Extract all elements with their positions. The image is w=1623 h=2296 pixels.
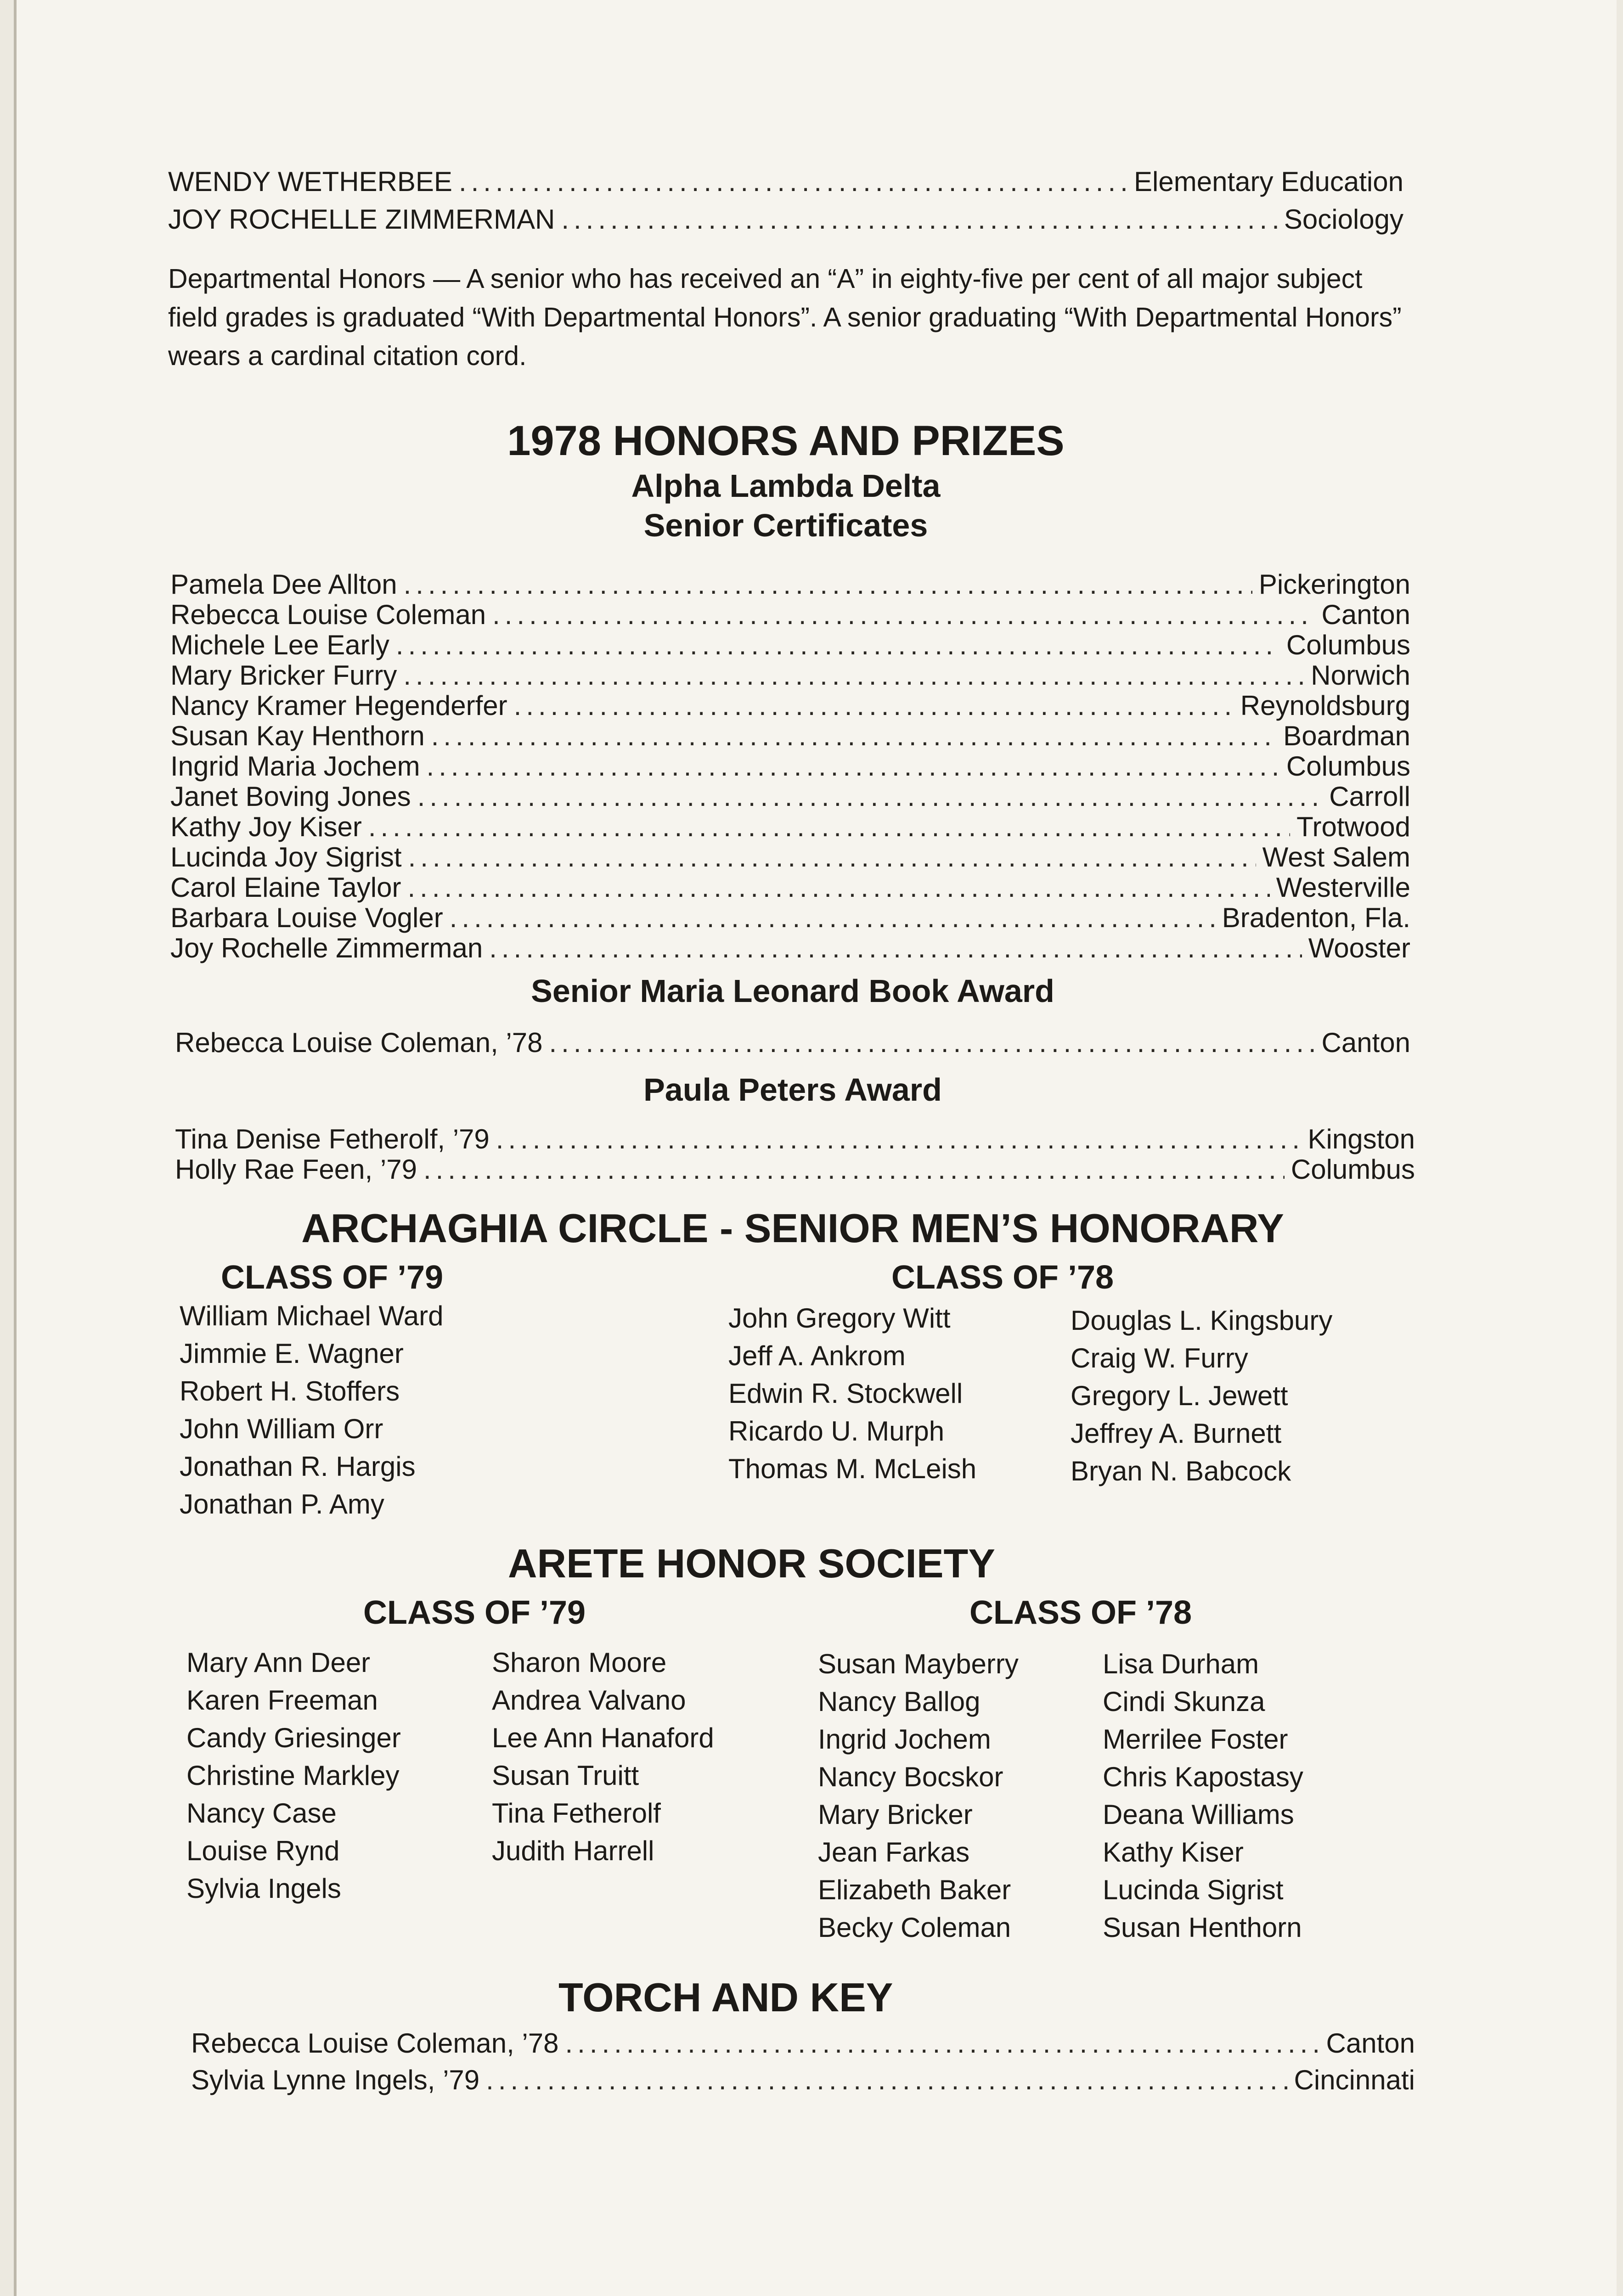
- entry-town: West Salem: [1262, 842, 1410, 872]
- entry-name: Holly Rae Feen, ’79: [175, 1154, 417, 1185]
- dot-leader: [459, 163, 1127, 201]
- list-item: Cindi Skunza: [1103, 1686, 1265, 1717]
- list-item: Nancy Case: [186, 1798, 337, 1829]
- list-item: Lee Ann Hanaford: [492, 1722, 714, 1753]
- list-item: Karen Freeman: [186, 1685, 378, 1716]
- torch-key-list: [191, 2025, 1415, 2099]
- archaghia-class79-label: CLASS OF ’79: [221, 1259, 444, 1296]
- entry-field: Sociology: [1284, 204, 1403, 235]
- list-item: Tina Fetherolf: [492, 1798, 661, 1829]
- senior-certificates-title: Senior Certificates: [643, 507, 928, 543]
- list-item: Jonathan R. Hargis: [180, 1451, 416, 1482]
- list-item: [170, 660, 1410, 691]
- list-item: Bryan N. Babcock: [1071, 1456, 1291, 1486]
- entry-town: Wooster: [1308, 933, 1410, 963]
- list-item: Susan Henthorn: [1103, 1912, 1302, 1943]
- entry-town: Canton: [1321, 599, 1410, 630]
- entry-field: Elementary Education: [1134, 166, 1403, 197]
- list-item: Deana Williams: [1103, 1799, 1294, 1830]
- list-item: Ricardo U. Murph: [728, 1416, 945, 1446]
- maria-leonard-title: Senior Maria Leonard Book Award: [531, 973, 1054, 1009]
- list-item: Candy Griesinger: [186, 1722, 401, 1753]
- list-item: [170, 600, 1410, 630]
- dot-leader: [492, 600, 1315, 630]
- archaghia-title: ARCHAGHIA CIRCLE - SENIOR MEN’S HONORARY: [301, 1205, 1284, 1251]
- entry-name: Kathy Joy Kiser: [170, 811, 362, 842]
- entry-name: WENDY WETHERBEE: [168, 166, 452, 197]
- alpha-lambda-delta-title: Alpha Lambda Delta: [631, 468, 941, 504]
- list-item: [191, 2062, 1415, 2099]
- list-item: [191, 2025, 1415, 2062]
- list-item: Chris Kapostasy: [1103, 1761, 1303, 1792]
- list-item: [170, 872, 1410, 903]
- arete-class78-list-a: [818, 1645, 1019, 1947]
- entry-town: Carroll: [1329, 781, 1410, 812]
- entry-town: Pickerington: [1258, 569, 1410, 600]
- archaghia-class78-list-b: [1071, 1302, 1332, 1490]
- dot-leader: [404, 569, 1252, 600]
- dot-leader: [514, 691, 1234, 721]
- arete-class78-list-b: [1103, 1645, 1303, 1947]
- entry-name: Susan Kay Henthorn: [170, 720, 425, 751]
- entry-name: Rebecca Louise Coleman: [170, 599, 486, 630]
- list-item: William Michael Ward: [180, 1300, 444, 1331]
- list-item: Edwin R. Stockwell: [728, 1378, 963, 1409]
- dot-leader: [427, 751, 1280, 782]
- program-page: [14, 0, 1617, 2296]
- list-item: Douglas L. Kingsbury: [1071, 1305, 1333, 1336]
- list-item: [170, 721, 1410, 751]
- entry-name: Michele Lee Early: [170, 630, 389, 660]
- torch-key-title: TORCH AND KEY: [558, 1975, 893, 2020]
- entry-name: Carol Elaine Taylor: [170, 872, 401, 903]
- entry-name: Rebecca Louise Coleman, ’78: [175, 1027, 543, 1058]
- list-item: Craig W. Furry: [1071, 1343, 1248, 1373]
- list-item: Becky Coleman: [818, 1912, 1011, 1943]
- entry-town: Columbus: [1286, 630, 1410, 660]
- entry-name: Nancy Kramer Hegenderfer: [170, 690, 507, 721]
- entry-town: Canton: [1326, 2028, 1415, 2059]
- list-item: Ingrid Jochem: [818, 1724, 991, 1755]
- dot-leader: [408, 842, 1256, 872]
- list-item: [175, 1028, 1410, 1058]
- list-item: Gregory L. Jewett: [1071, 1380, 1288, 1411]
- list-item: Mary Bricker: [818, 1799, 973, 1830]
- entry-town: Westerville: [1276, 872, 1410, 903]
- entry-town: Norwich: [1311, 660, 1410, 691]
- entry-town: Columbus: [1291, 1154, 1415, 1185]
- honors-title: 1978 HONORS AND PRIZES: [507, 417, 1065, 464]
- entry-name: Ingrid Maria Jochem: [170, 751, 420, 782]
- list-item: Susan Mayberry: [818, 1649, 1019, 1679]
- list-item: Merrilee Foster: [1103, 1724, 1288, 1755]
- list-item: Sharon Moore: [492, 1647, 667, 1678]
- paula-peters-title: Paula Peters Award: [643, 1072, 942, 1108]
- dot-leader: [561, 201, 1278, 238]
- dot-leader: [549, 1028, 1315, 1058]
- list-item: [170, 691, 1410, 721]
- list-item: Christine Markley: [186, 1760, 400, 1791]
- list-item: [170, 812, 1410, 842]
- entry-town: Canton: [1321, 1027, 1410, 1058]
- list-item: [175, 1124, 1415, 1154]
- list-item: [170, 782, 1410, 812]
- list-item: Nancy Bocskor: [818, 1761, 1003, 1792]
- list-item: Thomas M. McLeish: [728, 1453, 977, 1484]
- list-item: Susan Truitt: [492, 1760, 639, 1791]
- entry-name: Mary Bricker Furry: [170, 660, 397, 691]
- entry-name: Pamela Dee Allton: [170, 569, 397, 600]
- dot-leader: [407, 872, 1269, 903]
- list-item: [170, 933, 1410, 963]
- list-item: Lucinda Sigrist: [1103, 1874, 1284, 1905]
- dot-leader: [417, 782, 1323, 812]
- list-item: Jean Farkas: [818, 1837, 970, 1868]
- entry-town: Trotwood: [1296, 811, 1410, 842]
- list-item: Elizabeth Baker: [818, 1874, 1011, 1905]
- list-item: Jimmie E. Wagner: [180, 1338, 404, 1369]
- entry-town: Bradenton, Fla.: [1222, 902, 1410, 933]
- alpha-lambda-delta-list: [170, 569, 1410, 963]
- dot-leader: [431, 721, 1277, 751]
- entry-name: JOY ROCHELLE ZIMMERMAN: [168, 204, 555, 235]
- entry-town: Cincinnati: [1294, 2065, 1415, 2095]
- entry-name: Janet Boving Jones: [170, 781, 411, 812]
- archaghia-class79-list: [180, 1297, 444, 1523]
- dot-leader: [450, 903, 1216, 933]
- list-item: Robert H. Stoffers: [180, 1376, 400, 1407]
- arete-class78-label: CLASS OF ’78: [969, 1594, 1192, 1631]
- archaghia-class78-list-a: [728, 1300, 976, 1488]
- list-item: Lisa Durham: [1103, 1649, 1259, 1679]
- entry-name: Sylvia Lynne Ingels, ’79: [191, 2065, 480, 2095]
- dot-leader: [565, 2025, 1319, 2062]
- dot-leader: [423, 1154, 1285, 1185]
- leader-row: [168, 163, 1403, 201]
- entry-name: Barbara Louise Vogler: [170, 902, 443, 933]
- list-item: Louise Rynd: [186, 1835, 340, 1866]
- entry-town: Kingston: [1307, 1124, 1415, 1154]
- list-item: Sylvia Ingels: [186, 1873, 341, 1904]
- dot-leader: [368, 812, 1290, 842]
- entry-name: Lucinda Joy Sigrist: [170, 842, 402, 872]
- list-item: [170, 630, 1410, 660]
- arete-class79-label: CLASS OF ’79: [363, 1594, 586, 1631]
- list-item: [170, 842, 1410, 872]
- archaghia-class78-label: CLASS OF ’78: [891, 1259, 1114, 1296]
- entry-town: Reynoldsburg: [1240, 690, 1410, 721]
- list-item: Andrea Valvano: [492, 1685, 686, 1716]
- dot-leader: [486, 2062, 1287, 2099]
- dot-leader: [403, 660, 1304, 691]
- list-item: Jeffrey A. Burnett: [1071, 1418, 1282, 1449]
- top-entries: [168, 163, 1403, 238]
- arete-class79-list-a: [186, 1644, 401, 1908]
- arete-class79-list-b: [492, 1644, 714, 1870]
- departmental-honors-text: Departmental Honors — A senior who has received an “A” in eighty-five per cent of all major subject field grades is graduated “With Departmental Honors”. A senior graduating “With Departmental Honors” wears a cardinal citation cord.: [168, 264, 1402, 371]
- dot-leader: [489, 933, 1302, 963]
- list-item: [170, 903, 1410, 933]
- list-item: John William Orr: [180, 1413, 383, 1444]
- entry-name: Rebecca Louise Coleman, ’78: [191, 2028, 559, 2059]
- arete-title: ARETE HONOR SOCIETY: [508, 1541, 995, 1586]
- list-item: Mary Ann Deer: [186, 1647, 371, 1678]
- list-item: [170, 569, 1410, 600]
- list-item: Jonathan P. Amy: [180, 1489, 384, 1519]
- entry-name: Tina Denise Fetherolf, ’79: [175, 1124, 490, 1154]
- list-item: Judith Harrell: [492, 1835, 654, 1866]
- list-item: Kathy Kiser: [1103, 1837, 1244, 1868]
- entry-name: Joy Rochelle Zimmerman: [170, 933, 483, 963]
- list-item: John Gregory Witt: [728, 1303, 951, 1334]
- list-item: Nancy Ballog: [818, 1686, 981, 1717]
- list-item: [175, 1154, 1415, 1185]
- list-item: Jeff A. Ankrom: [728, 1340, 906, 1371]
- list-item: [170, 751, 1410, 782]
- entry-town: Boardman: [1283, 720, 1410, 751]
- dot-leader: [396, 630, 1280, 660]
- entry-town: Columbus: [1286, 751, 1410, 782]
- leader-row: [168, 201, 1403, 238]
- dot-leader: [496, 1124, 1302, 1154]
